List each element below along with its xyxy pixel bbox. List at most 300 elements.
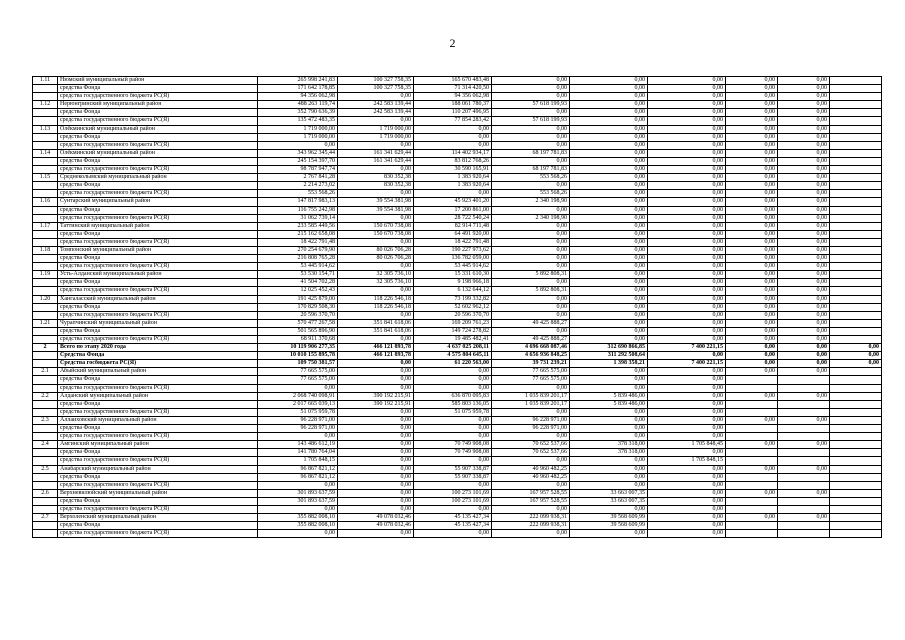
amount-cell: 141 780 764,04 — [258, 449, 338, 457]
amount-cell: 0,00 — [778, 327, 830, 335]
amount-cell: 0,00 — [570, 133, 648, 141]
amount-cell: 0,00 — [570, 166, 648, 174]
row-label-cell: средства Фонда — [58, 157, 258, 165]
amount-cell: 0,00 — [726, 489, 778, 497]
row-label-cell: средства государственного бюджета РС(Я) — [58, 311, 258, 319]
amount-cell — [830, 133, 882, 141]
amount-cell: 147 817 983,13 — [258, 198, 338, 206]
amount-cell: 0,00 — [570, 117, 648, 125]
amount-cell: 0,00 — [338, 287, 414, 295]
amount-cell: 100 327 758,35 — [338, 85, 414, 93]
amount-cell: 0,00 — [414, 141, 492, 149]
table-row — [33, 117, 882, 125]
amount-cell: 0,00 — [570, 287, 648, 295]
amount-cell: 100 273 101,69 — [414, 497, 492, 505]
amount-cell: 0,00 — [648, 263, 726, 271]
row-index-cell: 1.15 — [33, 174, 58, 182]
row-index-cell — [33, 214, 58, 222]
amount-cell — [778, 376, 830, 384]
amount-cell: 242 583 139,44 — [338, 109, 414, 117]
amount-cell: 0,00 — [726, 246, 778, 254]
amount-cell — [778, 530, 830, 538]
amount-cell: 70 652 537,66 — [492, 441, 570, 449]
amount-cell — [778, 400, 830, 408]
amount-cell: 0,00 — [570, 198, 648, 206]
amount-cell — [726, 530, 778, 538]
amount-cell: 70 749 908,08 — [414, 441, 492, 449]
amount-cell: 45 135 427,34 — [414, 514, 492, 522]
table-row — [33, 230, 882, 238]
amount-cell: 0,00 — [570, 109, 648, 117]
amount-cell: 0,00 — [338, 530, 414, 538]
amount-cell — [830, 425, 882, 433]
table-row — [33, 457, 882, 465]
amount-cell: 0,00 — [726, 93, 778, 101]
row-index-cell — [33, 182, 58, 190]
table-row — [33, 141, 882, 149]
row-index-cell — [33, 230, 58, 238]
finance-table — [32, 76, 882, 538]
amount-cell: 0,00 — [492, 222, 570, 230]
amount-cell: 0,00 — [726, 303, 778, 311]
amount-cell — [830, 433, 882, 441]
amount-cell: 636 870 095,83 — [414, 392, 492, 400]
amount-cell: 0,00 — [726, 222, 778, 230]
row-label-cell: средства Фонда — [58, 400, 258, 408]
amount-cell: 0,00 — [648, 530, 726, 538]
amount-cell: 0,00 — [648, 449, 726, 457]
row-index-cell — [33, 311, 58, 319]
amount-cell: 0,00 — [570, 214, 648, 222]
amount-cell: 0,00 — [570, 295, 648, 303]
amount-cell: 0,00 — [726, 125, 778, 133]
table-row — [33, 384, 882, 392]
table-body — [33, 77, 882, 538]
amount-cell: 0,00 — [338, 457, 414, 465]
amount-cell: 0,00 — [830, 360, 882, 368]
amount-cell: 0,00 — [726, 182, 778, 190]
amount-cell: 94 356 062,98 — [414, 93, 492, 101]
row-index-cell — [33, 505, 58, 513]
amount-cell: 0,00 — [570, 481, 648, 489]
amount-cell: 0,00 — [726, 279, 778, 287]
row-index-cell — [33, 109, 58, 117]
amount-cell: 553 568,26 — [492, 190, 570, 198]
amount-cell: 71 314 420,50 — [414, 85, 492, 93]
row-index-cell — [33, 85, 58, 93]
amount-cell — [830, 279, 882, 287]
amount-cell: 0,00 — [726, 352, 778, 360]
amount-cell: 0,00 — [570, 416, 648, 424]
amount-cell: 0,00 — [778, 166, 830, 174]
amount-cell: 0,00 — [338, 497, 414, 505]
amount-cell: 10 010 155 895,78 — [258, 352, 338, 360]
amount-cell: 0,00 — [492, 255, 570, 263]
amount-cell: 0,00 — [778, 101, 830, 109]
row-label-cell: средства государственного бюджета РС(Я) — [58, 336, 258, 344]
amount-cell: 0,00 — [338, 117, 414, 125]
row-index-cell — [33, 133, 58, 141]
amount-cell: 0,00 — [338, 449, 414, 457]
amount-cell: 311 292 508,64 — [570, 352, 648, 360]
amount-cell: 343 962 345,44 — [258, 149, 338, 157]
amount-cell: 466 121 893,78 — [338, 352, 414, 360]
amount-cell: 0,00 — [778, 117, 830, 125]
amount-cell — [830, 271, 882, 279]
table-row — [33, 303, 882, 311]
amount-cell: 0,00 — [570, 368, 648, 376]
amount-cell: 0,00 — [726, 441, 778, 449]
amount-cell: 2 340 198,90 — [492, 214, 570, 222]
amount-cell: 0,00 — [648, 400, 726, 408]
amount-cell: 2 068 740 098,91 — [258, 392, 338, 400]
amount-cell — [778, 449, 830, 457]
row-label-cell: Всего по этапу 2020 года — [58, 344, 258, 352]
row-label-cell: Среднеколымский муниципальный район — [58, 174, 258, 182]
amount-cell: 0,00 — [570, 190, 648, 198]
row-label-cell: средства государственного бюджета РС(Я) — [58, 481, 258, 489]
row-label-cell: средства государственного бюджета РС(Я) — [58, 238, 258, 246]
amount-cell: 0,00 — [570, 255, 648, 263]
table-row — [33, 174, 882, 182]
amount-cell: 0,00 — [648, 392, 726, 400]
amount-cell: 1 705 848,15 — [258, 457, 338, 465]
amount-cell: 49 425 888,27 — [492, 319, 570, 327]
amount-cell: 0,00 — [648, 238, 726, 246]
amount-cell — [830, 514, 882, 522]
amount-cell: 0,00 — [570, 530, 648, 538]
amount-cell: 0,00 — [338, 93, 414, 101]
amount-cell — [830, 311, 882, 319]
amount-cell — [830, 214, 882, 222]
table-row — [33, 85, 882, 93]
amount-cell: 0,00 — [338, 360, 414, 368]
amount-cell — [830, 182, 882, 190]
amount-cell: 0,00 — [570, 125, 648, 133]
amount-cell: 170 829 508,30 — [258, 303, 338, 311]
amount-cell: 2 767 841,28 — [258, 174, 338, 182]
row-index-cell: 2.4 — [33, 441, 58, 449]
amount-cell — [830, 255, 882, 263]
row-label-cell: средства Фонда — [58, 182, 258, 190]
amount-cell: 68 911 370,68 — [258, 336, 338, 344]
amount-cell: 188 061 780,37 — [414, 101, 492, 109]
table-row — [33, 336, 882, 344]
amount-cell: 0,00 — [570, 206, 648, 214]
amount-cell: 0,00 — [258, 505, 338, 513]
amount-cell: 52 602 962,12 — [414, 303, 492, 311]
amount-cell: 0,00 — [726, 166, 778, 174]
row-index-cell — [33, 481, 58, 489]
table-row — [33, 433, 882, 441]
amount-cell: 0,00 — [726, 336, 778, 344]
row-label-cell: средства Фонда — [58, 279, 258, 287]
amount-cell: 32 305 736,10 — [338, 279, 414, 287]
amount-cell: 0,00 — [648, 117, 726, 125]
amount-cell: 49 425 888,27 — [492, 336, 570, 344]
amount-cell: 0,00 — [492, 311, 570, 319]
amount-cell: 0,00 — [778, 303, 830, 311]
amount-cell: 0,00 — [648, 336, 726, 344]
amount-cell: 39 568 609,99 — [570, 514, 648, 522]
table-row — [33, 157, 882, 165]
amount-cell: 0,00 — [778, 246, 830, 254]
amount-cell: 1 035 839 201,17 — [492, 400, 570, 408]
amount-cell: 0,00 — [778, 489, 830, 497]
amount-cell: 0,00 — [414, 530, 492, 538]
amount-cell: 28 722 540,24 — [414, 214, 492, 222]
amount-cell: 355 882 008,10 — [258, 514, 338, 522]
row-index-cell — [33, 166, 58, 174]
amount-cell: 0,00 — [648, 319, 726, 327]
amount-cell: 171 642 178,85 — [258, 85, 338, 93]
amount-cell: 0,00 — [648, 174, 726, 182]
amount-cell: 0,00 — [648, 190, 726, 198]
amount-cell: 0,00 — [648, 522, 726, 530]
row-label-cell: средства государственного бюджета РС(Я) — [58, 190, 258, 198]
amount-cell: 0,00 — [492, 263, 570, 271]
amount-cell: 169 209 761,23 — [414, 319, 492, 327]
amount-cell: 0,00 — [492, 295, 570, 303]
amount-cell — [830, 376, 882, 384]
amount-cell: 0,00 — [258, 481, 338, 489]
amount-cell: 77 665 575,00 — [492, 368, 570, 376]
amount-cell: 41 504 702,28 — [258, 279, 338, 287]
table-row — [33, 77, 882, 85]
amount-cell: 0,00 — [778, 206, 830, 214]
amount-cell — [830, 222, 882, 230]
amount-cell: 2 214 273,02 — [258, 182, 338, 190]
row-label-cell: Средства Фонда — [58, 352, 258, 360]
amount-cell: 0,00 — [492, 182, 570, 190]
amount-cell: 0,00 — [726, 214, 778, 222]
row-index-cell — [33, 303, 58, 311]
table-row — [33, 352, 882, 360]
amount-cell: 64 491 920,00 — [414, 230, 492, 238]
amount-cell: 0,00 — [492, 109, 570, 117]
amount-cell: 0,00 — [648, 489, 726, 497]
amount-cell: 0,00 — [726, 85, 778, 93]
row-label-cell: средства Фонда — [58, 376, 258, 384]
row-index-cell: 2.3 — [33, 416, 58, 424]
amount-cell: 73 199 332,82 — [414, 295, 492, 303]
amount-cell: 39 554 381,98 — [338, 198, 414, 206]
amount-cell: 0,00 — [726, 174, 778, 182]
amount-cell: 31 062 739,14 — [258, 214, 338, 222]
amount-cell: 0,00 — [414, 457, 492, 465]
amount-cell: 0,00 — [648, 384, 726, 392]
row-label-cell: средства государственного бюджета РС(Я) — [58, 408, 258, 416]
row-index-cell: 2.6 — [33, 489, 58, 497]
table-row — [33, 376, 882, 384]
amount-cell: 32 305 736,10 — [338, 271, 414, 279]
amount-cell: 0,00 — [492, 408, 570, 416]
amount-cell: 0,00 — [570, 473, 648, 481]
amount-cell: 0,00 — [338, 433, 414, 441]
amount-cell — [830, 465, 882, 473]
row-label-cell: средства государственного бюджета РС(Я) — [58, 530, 258, 538]
row-label-cell: Олёкминский муниципальный район — [58, 125, 258, 133]
row-index-cell — [33, 279, 58, 287]
amount-cell: 0,00 — [648, 327, 726, 335]
amount-cell: 351 841 618,06 — [338, 319, 414, 327]
amount-cell: 0,00 — [570, 408, 648, 416]
amount-cell: 0,00 — [414, 376, 492, 384]
table-row — [33, 101, 882, 109]
amount-cell: 0,00 — [570, 222, 648, 230]
amount-cell: 351 841 618,06 — [338, 327, 414, 335]
amount-cell: 0,00 — [778, 141, 830, 149]
amount-cell: 0,00 — [338, 473, 414, 481]
amount-cell: 301 893 637,59 — [258, 497, 338, 505]
amount-cell — [830, 287, 882, 295]
amount-cell: 0,00 — [778, 336, 830, 344]
amount-cell: 0,00 — [648, 279, 726, 287]
amount-cell: 0,00 — [570, 327, 648, 335]
amount-cell: 0,00 — [778, 392, 830, 400]
row-label-cell: Таттинский муниципальный район — [58, 222, 258, 230]
amount-cell: 1 705 848,45 — [648, 441, 726, 449]
amount-cell: 96 867 821,12 — [258, 465, 338, 473]
row-index-cell: 1.17 — [33, 222, 58, 230]
amount-cell — [830, 125, 882, 133]
amount-cell: 0,00 — [648, 311, 726, 319]
table-row — [33, 255, 882, 263]
amount-cell: 0,00 — [338, 489, 414, 497]
table-row — [33, 206, 882, 214]
amount-cell: 0,00 — [570, 85, 648, 93]
amount-cell: 18 422 791,48 — [414, 238, 492, 246]
row-index-cell — [33, 206, 58, 214]
row-label-cell: Чурапчинский муниципальный район — [58, 319, 258, 327]
row-label-cell: средства государственного бюджета РС(Я) — [58, 214, 258, 222]
amount-cell — [778, 481, 830, 489]
row-index-cell: 2 — [33, 344, 58, 352]
amount-cell: 0,00 — [338, 141, 414, 149]
row-index-cell — [33, 360, 58, 368]
amount-cell — [778, 497, 830, 505]
amount-cell: 17 200 861,00 — [414, 206, 492, 214]
amount-cell: 0,00 — [648, 255, 726, 263]
amount-cell: 0,00 — [726, 311, 778, 319]
amount-cell: 0,00 — [778, 85, 830, 93]
amount-cell — [830, 497, 882, 505]
amount-cell: 0,00 — [648, 368, 726, 376]
table-row — [33, 465, 882, 473]
amount-cell: 0,00 — [778, 263, 830, 271]
amount-cell: 0,00 — [492, 238, 570, 246]
amount-cell — [830, 166, 882, 174]
table-row — [33, 93, 882, 101]
amount-cell — [830, 522, 882, 530]
amount-cell: 0,00 — [648, 408, 726, 416]
amount-cell: 109 750 381,57 — [258, 360, 338, 368]
amount-cell: 0,00 — [648, 157, 726, 165]
row-label-cell: средства государственного бюджета РС(Я) — [58, 263, 258, 271]
amount-cell: 1 383 920,64 — [414, 182, 492, 190]
amount-cell: 1 035 839 201,17 — [492, 392, 570, 400]
row-label-cell: Олёкминский муниципальный район — [58, 149, 258, 157]
amount-cell: 0,00 — [726, 360, 778, 368]
amount-cell: 0,00 — [338, 166, 414, 174]
amount-cell — [830, 141, 882, 149]
table-row — [33, 449, 882, 457]
table-row — [33, 238, 882, 246]
amount-cell: 80 026 706,28 — [338, 255, 414, 263]
amount-cell: 0,00 — [570, 182, 648, 190]
amount-cell — [726, 384, 778, 392]
row-label-cell: средства Фонда — [58, 230, 258, 238]
amount-cell: 0,00 — [570, 271, 648, 279]
amount-cell — [830, 481, 882, 489]
amount-cell: 0,00 — [492, 457, 570, 465]
row-index-cell: 1.16 — [33, 198, 58, 206]
row-index-cell — [33, 93, 58, 101]
amount-cell: 0,00 — [570, 230, 648, 238]
amount-cell — [830, 295, 882, 303]
amount-cell: 39 731 239,21 — [492, 360, 570, 368]
row-label-cell: средства государственного бюджета РС(Я) — [58, 117, 258, 125]
amount-cell: 49 078 032,46 — [338, 522, 414, 530]
amount-cell: 0,00 — [648, 481, 726, 489]
row-label-cell: средства государственного бюджета РС(Я) — [58, 93, 258, 101]
row-index-cell — [33, 457, 58, 465]
amount-cell: 0,00 — [570, 384, 648, 392]
amount-cell: 0,00 — [648, 125, 726, 133]
amount-cell: 0,00 — [570, 174, 648, 182]
row-index-cell — [33, 141, 58, 149]
row-label-cell: средства Фонда — [58, 522, 258, 530]
amount-cell: 20 596 370,70 — [414, 311, 492, 319]
row-label-cell: Верхневилюйский муниципальный район — [58, 489, 258, 497]
amount-cell: 0,00 — [492, 206, 570, 214]
amount-cell: 0,00 — [570, 303, 648, 311]
amount-cell: 0,00 — [726, 514, 778, 522]
amount-cell: 0,00 — [338, 238, 414, 246]
amount-cell: 190 227 973,62 — [414, 246, 492, 254]
amount-cell: 0,00 — [338, 190, 414, 198]
amount-cell: 167 957 528,55 — [492, 497, 570, 505]
amount-cell: 0,00 — [338, 416, 414, 424]
amount-cell: 0,00 — [648, 198, 726, 206]
amount-cell: 0,00 — [726, 190, 778, 198]
amount-cell: 9 198 966,18 — [414, 279, 492, 287]
amount-cell: 0,00 — [726, 117, 778, 125]
amount-cell: 0,00 — [778, 514, 830, 522]
table-row — [33, 246, 882, 254]
amount-cell: 30 590 165,91 — [414, 166, 492, 174]
amount-cell: 0,00 — [648, 214, 726, 222]
amount-cell: 39 554 381,98 — [338, 206, 414, 214]
row-index-cell — [33, 287, 58, 295]
table-row — [33, 408, 882, 416]
amount-cell: 0,00 — [726, 271, 778, 279]
amount-cell: 0,00 — [778, 174, 830, 182]
row-index-cell: 1.21 — [33, 319, 58, 327]
amount-cell: 51 075 959,78 — [258, 408, 338, 416]
row-index-cell — [33, 425, 58, 433]
amount-cell: 1 719 000,00 — [258, 133, 338, 141]
amount-cell — [830, 505, 882, 513]
amount-cell: 0,00 — [492, 279, 570, 287]
row-index-cell — [33, 433, 58, 441]
amount-cell: 0,00 — [726, 319, 778, 327]
amount-cell: 0,00 — [570, 246, 648, 254]
amount-cell — [778, 384, 830, 392]
table-row — [33, 505, 882, 513]
amount-cell: 0,00 — [338, 214, 414, 222]
amount-cell: 118 226 546,18 — [338, 303, 414, 311]
